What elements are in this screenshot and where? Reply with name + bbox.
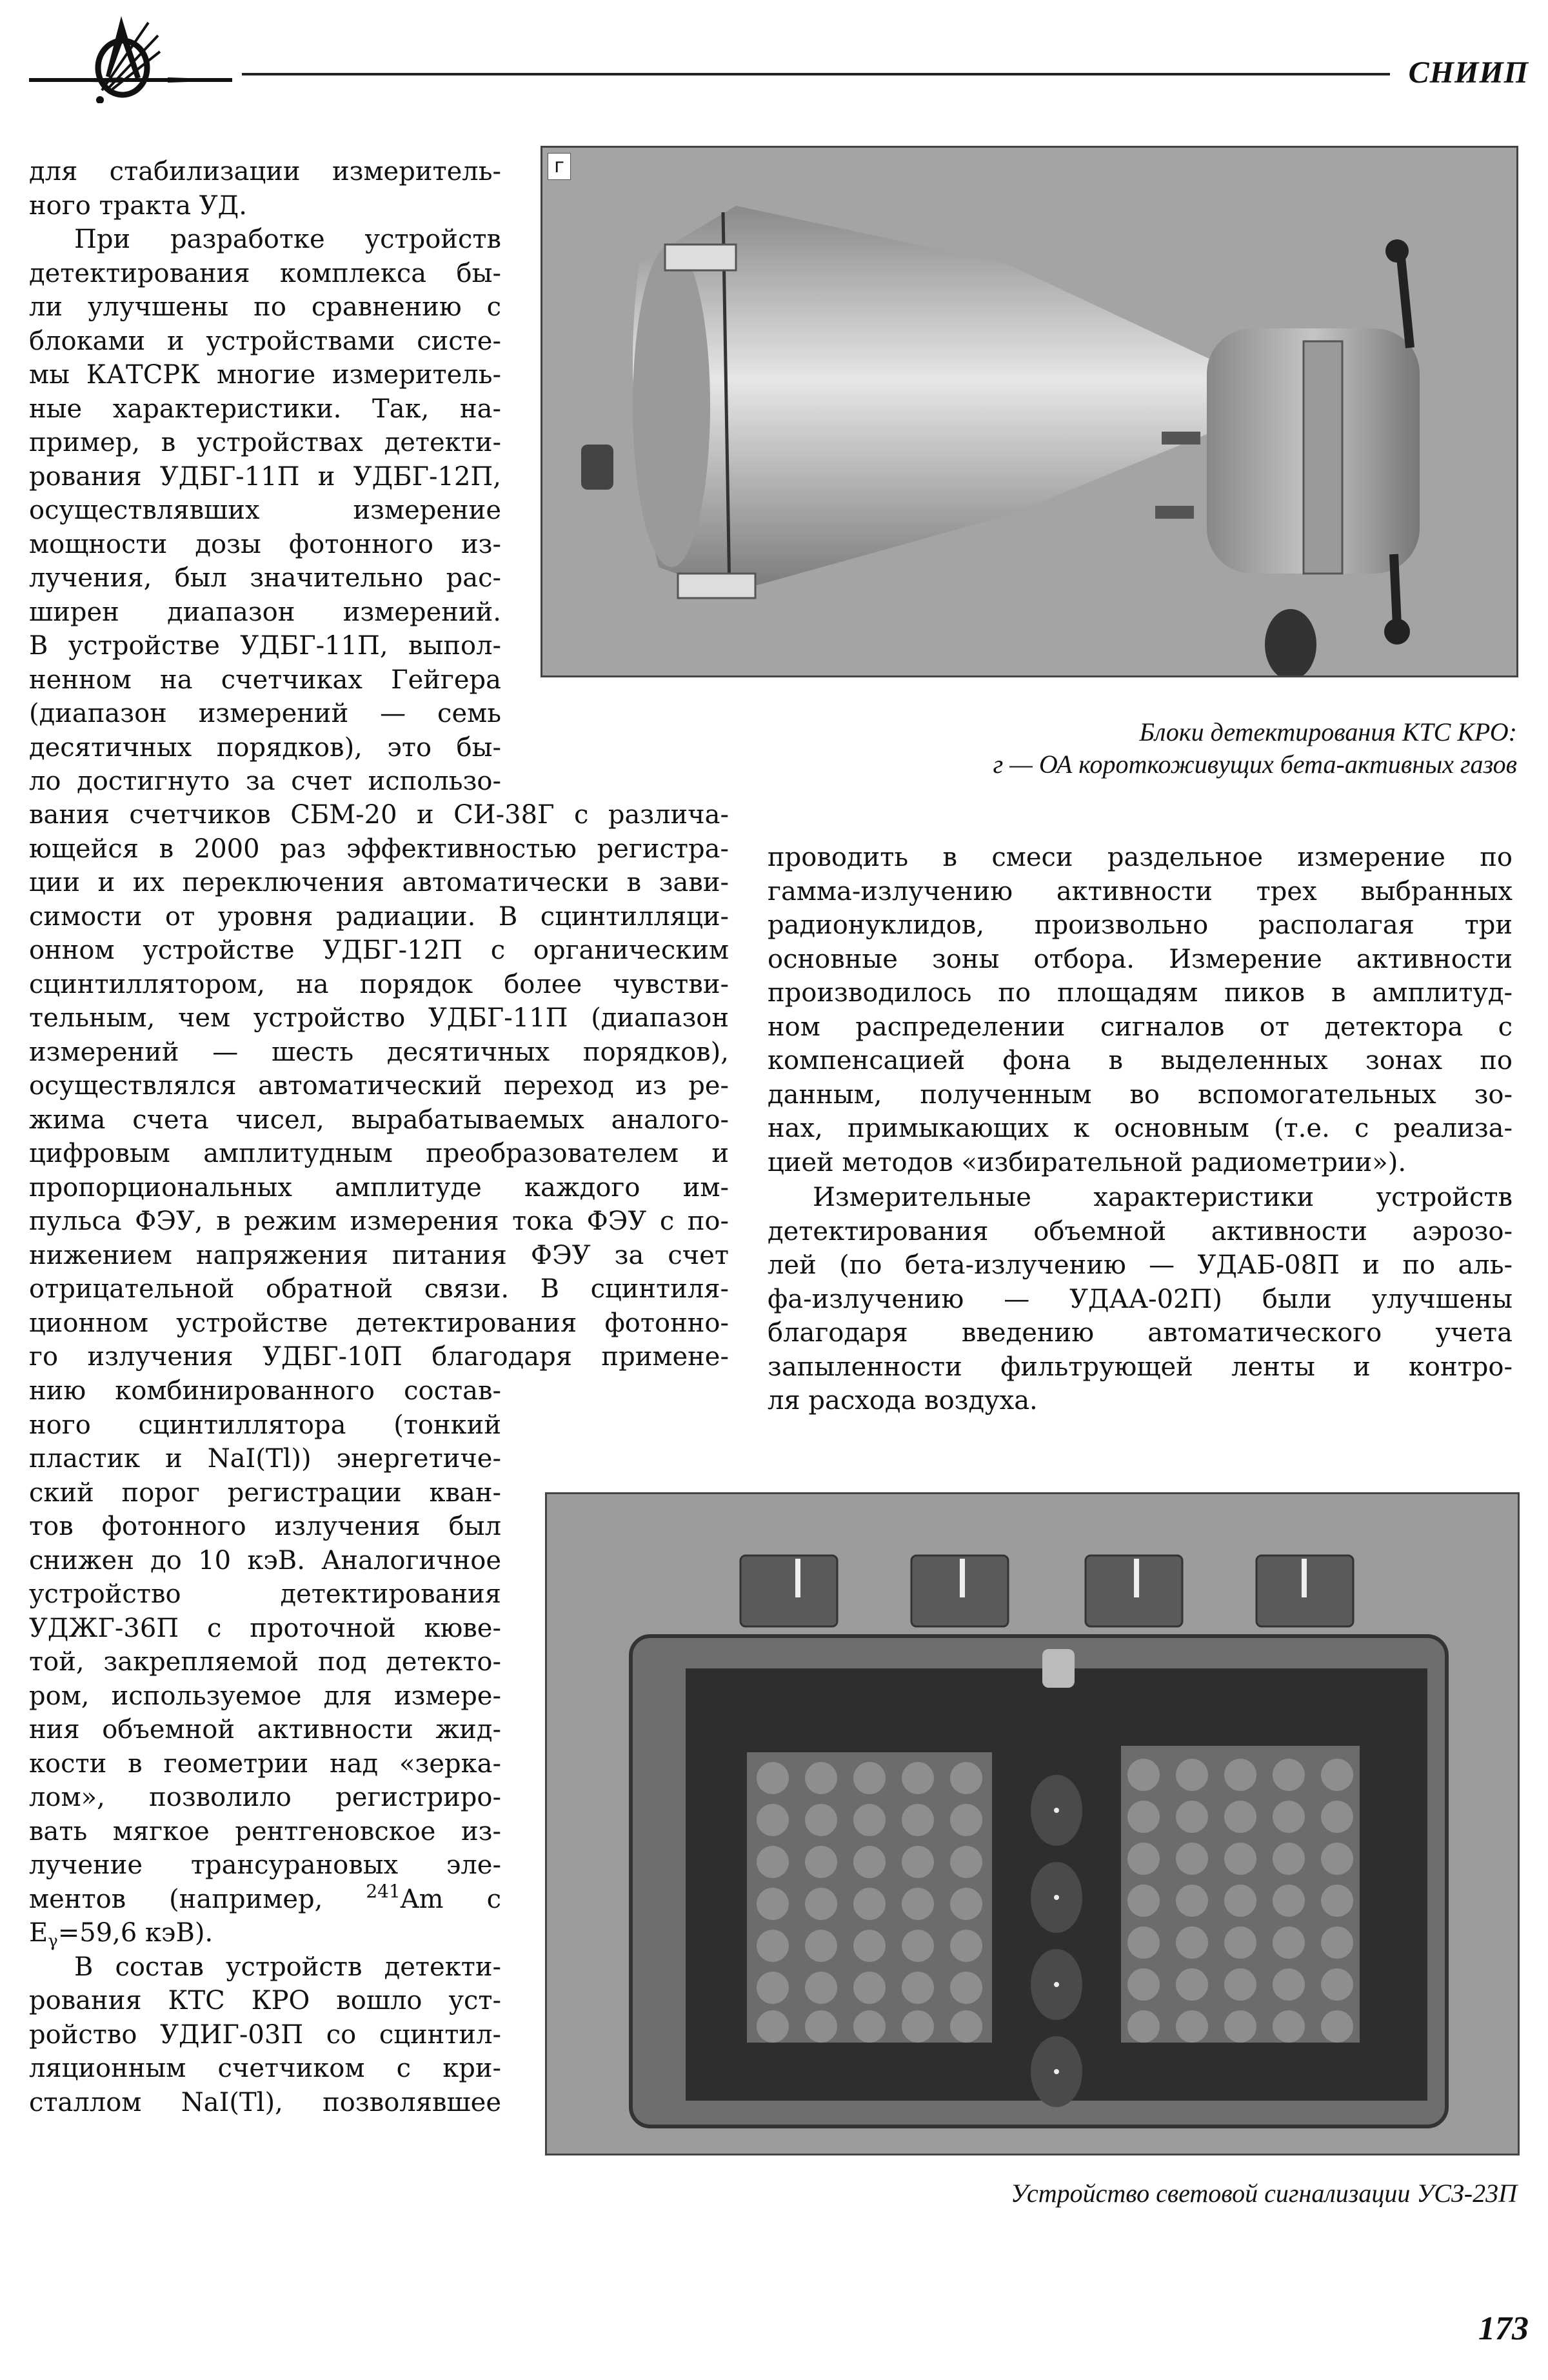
page-number: 173 <box>1478 2310 1529 2347</box>
text-line: го излучения УДБГ-10П благодаря примене- <box>29 1342 729 1372</box>
text-line: цией методов «избирательной радиометрии»). <box>768 1147 1407 1177</box>
mass-number: 241 <box>366 1880 401 1902</box>
text-line: ного тракта УД. <box>29 190 247 221</box>
text-line: тов фотонного излучения был <box>29 1512 501 1541</box>
text-line: компенсацией фона в выделенных зонах по <box>768 1046 1513 1075</box>
text-line: сцинтиллятором, на порядок более чувстви- <box>29 969 729 999</box>
text-line: УДЖГ-36П с проточной кюве- <box>29 1613 501 1643</box>
text-line: лей (по бета-излучению — УДАБ-08П и по аль- <box>768 1250 1513 1280</box>
figure-bottom-caption: Устройство световой сигнализации УСЗ-23П <box>1010 2179 1517 2208</box>
text-line: ром, используемое для измере- <box>29 1681 501 1711</box>
text-line: ский порог регистрации кван- <box>29 1477 501 1508</box>
text-line: гамма-излучению активности трех выбранных <box>768 876 1513 906</box>
text-line: ного сцинтиллятора (тонкий <box>29 1410 501 1440</box>
figure-label: г <box>548 153 571 180</box>
text-line: измерений — шесть десятичных порядков), <box>29 1037 729 1067</box>
figure-detector-unit <box>541 146 1518 677</box>
text-line: для стабилизации измеритель- <box>29 157 501 186</box>
text-line: той, закрепляемой под детекто- <box>29 1647 501 1677</box>
left-column-bottom-text <box>29 1374 501 2119</box>
page-header <box>0 0 1548 116</box>
text-line: (диапазон измерений — семь <box>29 699 501 728</box>
text-line: пропорциональных амплитуде каждого им- <box>29 1172 729 1203</box>
text-line: детектирования комплекса бы- <box>29 258 501 288</box>
text-line: ширен диапазон измерений. <box>29 597 501 627</box>
text-line: детектирования объемной активности аэрозо- <box>768 1216 1513 1246</box>
text-line: ли улучшены по сравнению с <box>29 292 501 322</box>
text-line: рования КТС КРО вошло уст- <box>29 1986 501 2015</box>
text-line: нах, примыкающих к основным (т.е. с реализа- <box>768 1114 1513 1143</box>
text-line: благодаря введению автоматического учета <box>768 1318 1513 1348</box>
journal-title: СНИИП <box>1408 55 1529 90</box>
text-line: снижен до 10 кэВ. Аналогичное <box>29 1545 501 1575</box>
text-line: блоками и устройствами систе- <box>29 326 501 356</box>
text-line: жима счета чисел, вырабатываемых аналого- <box>29 1105 729 1135</box>
text-line: лучения, был значительно рас- <box>29 563 501 593</box>
energy-line: $E_\gamma=59,6$ кэВ). <box>29 1918 213 1951</box>
caption-line: г — ОА короткоживущих бета-активных газов <box>993 750 1517 779</box>
right-column-paragraph-2 <box>768 1181 1513 1418</box>
text-line: мы КАТСРК многие измеритель- <box>29 360 501 390</box>
text-line: сталлом NaI(Tl), позволявшее <box>29 2087 501 2117</box>
text-line: ля расхода воздуха. <box>768 1386 1038 1415</box>
text-line: осуществлялся автоматический переход из ре- <box>29 1071 729 1101</box>
light-signaling-device-photo-icon <box>547 1494 1518 2154</box>
text-line: ции и их переключения автоматически в зави- <box>29 868 729 897</box>
text-line: ющейся в 2000 раз эффективностью регистра- <box>29 834 729 864</box>
text-line: проводить в смеси раздельное измерение по <box>768 843 1513 872</box>
text-line: цифровым амплитудным преобразователем и <box>29 1139 729 1168</box>
text-line: вать мягкое рентгеновское из- <box>29 1816 501 1846</box>
americium-line: ментов (например, $^{241}$Am с <box>29 1880 501 1914</box>
text-line: осуществлявших измерение <box>29 495 501 525</box>
text-line: производилось по площадям пиков в амплитуд- <box>768 978 1513 1008</box>
figure-signaling-device <box>545 1492 1520 2155</box>
text-line: фа-излучению — УДАА-02П) были улучшены <box>768 1284 1513 1314</box>
right-column-paragraph-1 <box>768 841 1513 1179</box>
text-line: Измерительные характеристики устройств <box>813 1183 1513 1212</box>
header-rule <box>242 73 1390 75</box>
text-line: устройство детектирования <box>29 1579 501 1609</box>
text-line: нижением напряжения питания ФЭУ за счет <box>29 1240 729 1270</box>
detector-unit-photo-icon <box>542 148 1516 675</box>
text-line: пластик и NaI(Tl)) энергетиче- <box>29 1444 501 1474</box>
radiation-atom-logo-icon <box>26 6 232 103</box>
text-line: основные зоны отбора. Измерение активности <box>768 944 1513 974</box>
text-line: ненном на счетчиках Гейгера <box>29 665 501 695</box>
text-line: кости в геометрии над «зерка- <box>29 1748 501 1779</box>
text-line: вания счетчиков СБМ-20 и СИ-38Г с различа- <box>29 800 729 830</box>
left-column-top-text <box>29 155 501 799</box>
text-line: В состав устройств детекти- <box>74 1952 501 1982</box>
text-line: симости от уровня радиации. В сцинтилляци- <box>29 901 729 932</box>
text-line: данным, полученным во вспомогательных зо- <box>768 1079 1513 1110</box>
text-line: ные характеристики. Так, на- <box>29 394 501 424</box>
text-line: лом», позволило регистриро- <box>29 1783 501 1812</box>
text-line: При разработке устройств <box>74 225 501 254</box>
text-line: ло достигнуто за счет использо- <box>29 766 501 796</box>
text-line: пример, в устройствах детекти- <box>29 428 501 457</box>
left-column-wide-text <box>29 798 729 1374</box>
text-line: В устройстве УДБГ-11П, выпол- <box>29 631 501 661</box>
figure-top-caption <box>743 716 1517 781</box>
text-line: ния объемной активности жид- <box>29 1715 501 1745</box>
text-line: ройство УДИГ-03П со сцинтил- <box>29 2019 501 2050</box>
gamma-subscript: γ <box>48 1932 58 1951</box>
text-line: пульса ФЭУ, в режим измерения тока ФЭУ с по- <box>29 1206 729 1236</box>
text-line: отрицательной обратной связи. В сцинтиля- <box>29 1274 729 1304</box>
text-line: тельным, чем устройство УДБГ-11П (диапазон <box>29 1003 729 1033</box>
text-line: онном устройстве УДБГ-12П с органическим <box>29 935 729 965</box>
text-line: рования УДБГ-11П и УДБГ-12П, <box>29 461 501 492</box>
text-line: запыленности фильтрующей ленты и контро- <box>768 1352 1513 1382</box>
text-line: ционном устройстве детектирования фотонно- <box>29 1308 729 1338</box>
text-line: ляционным счетчиком с кри- <box>29 2054 501 2083</box>
caption-line: Блоки детектирования КТС КРО: <box>1139 717 1517 746</box>
text-line: мощности дозы фотонного из- <box>29 529 501 559</box>
text-line: лучение трансурановых эле- <box>29 1850 501 1880</box>
text-line: нию комбинированного состав- <box>29 1376 501 1406</box>
text-line: десятичных порядков), это бы- <box>29 732 501 763</box>
text-line: ном распределении сигналов от детектора с <box>768 1012 1513 1042</box>
text-line: радионуклидов, произвольно располагая три <box>768 910 1513 940</box>
